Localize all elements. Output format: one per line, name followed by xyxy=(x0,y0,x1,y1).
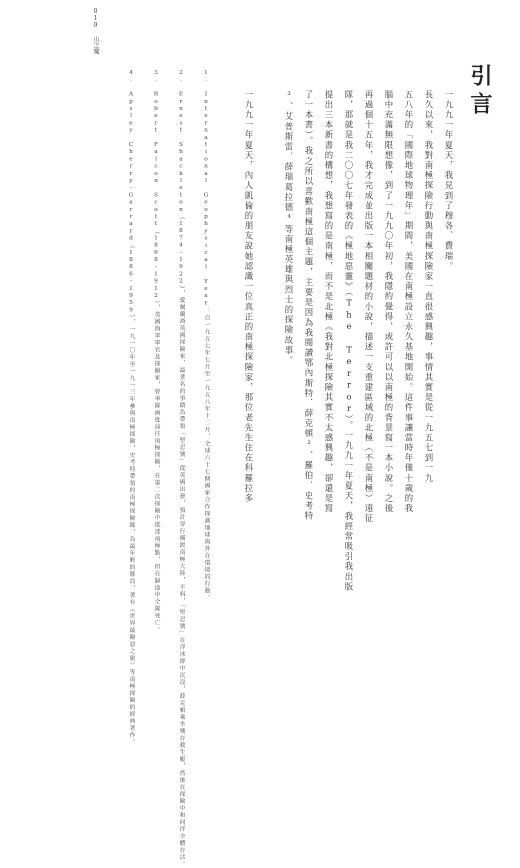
body-line: 再過個十五年，我才完成並出版一本相關題材的小說，描述一支重建區域的北極（不是南極）遠征 xyxy=(364,90,374,524)
footnote: 3. Robert Falcon Scott（1868-1912），英國海軍軍官及探險家，曾率隊兩度前往南極探險，在第二次探險中抵達南極點，但在歸途中全隊死亡。 xyxy=(153,70,159,634)
book-title: 山之魔 xyxy=(92,36,99,54)
body-line: 五八年的「國際地球物理年」期間，美國在南極設立永久基地開始。這件事讓當時年僅十歲的我 xyxy=(404,90,414,514)
body-line: 了一本書）。我之所以喜歡南極這個主題，主要是因為我閱讀鄂內斯特．薛克頓²、羅伯．史考特 xyxy=(304,90,314,522)
body-line: 長久以來，我對南極探險行動與南極探險家一直很感興趣，事情其實是從一九五七到一九 xyxy=(424,90,434,484)
running-header xyxy=(0,8,100,54)
footnote: 1. International Geophysical Year：自一九五七年七月至一九五八年十二月，全球六十七個國家合作探測地球與外在環境的行動。 xyxy=(203,70,209,602)
body-line: 一九九一年夏天，我見到了穆各．費瑞。 xyxy=(444,90,454,272)
body-line: 隊，那就是我二〇〇七年發表的《極地惡靈》（The Terror）。一九九一年夏天，我經常吸引我出版 xyxy=(344,90,354,593)
footnote: 4. Apsley Cherry-Garrard（1886-1959），一九一〇年至一九一三年參與南極探險，史考特帶領的南極探險隊，為最年輕的隊員，著有《世界最險惡之旅》等南極探險的經典著作。 xyxy=(128,70,134,746)
chapter-title: 引言 xyxy=(467,64,493,120)
body-line: 腦中充滿無限想像，到了一九九〇年初，我隱約覺得，或許可以以南極的背景寫一本小說。之後 xyxy=(384,90,394,514)
body-line: 一九九一年夏天，內人凱倫的朋友說她認識一位真正的南極探險家，那位老先生住在科羅拉多 xyxy=(244,90,254,504)
body-line: ³、艾普斯雷．薛瑞葛拉德⁴等南極英雄與烈士的探險故事。 xyxy=(284,90,294,366)
body-line: 提出三本新書的構想，我想寫的是南極，而不是北極《我對北極探險其實不太感興趣，卻還是寫 xyxy=(324,90,334,514)
footnote: 2. Ernest Shackleton（1874-1922），愛爾蘭裔英國探險家，最著名的事蹟為帶領「堅忍號」從英國出發，預計穿行橫渡南極大陸，不料，「堅忍號」在浮冰群中沉沒，薛克頓乘坐殘存救生艇，然後在探險中和同伴全體存活。 xyxy=(178,70,184,868)
page-number: 019 xyxy=(92,8,99,29)
